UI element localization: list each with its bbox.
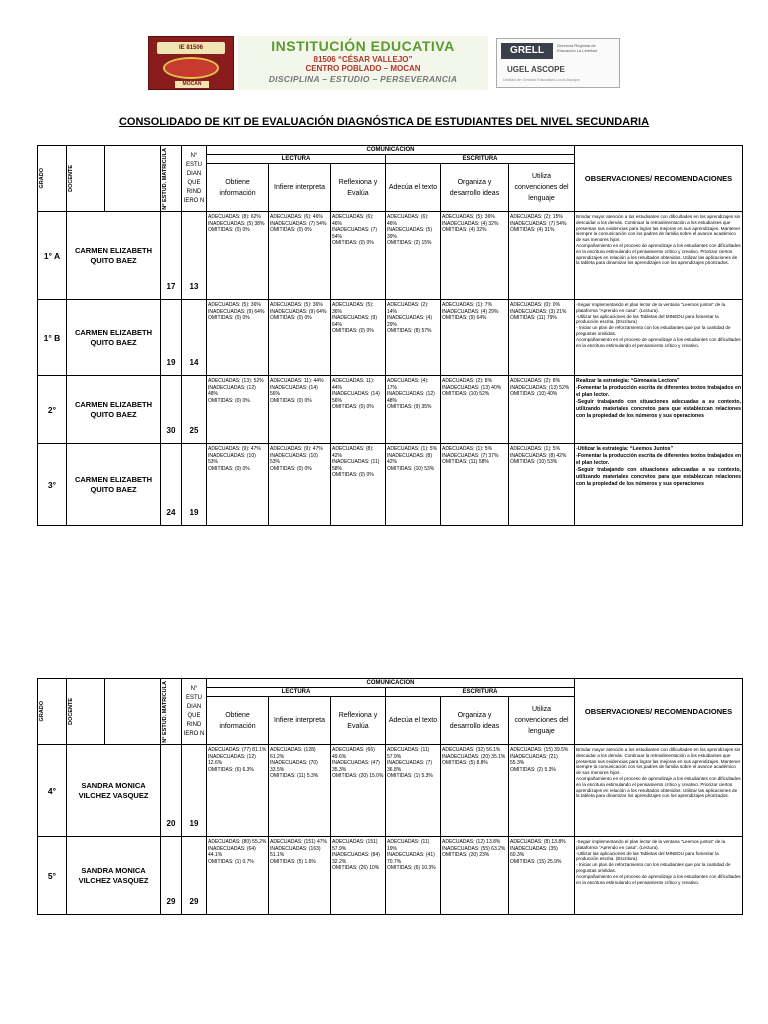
crest-emblem xyxy=(163,57,219,79)
matricula-cell: 29 xyxy=(161,837,182,915)
header-utiliza: Utiliza convenciones del lenguaje xyxy=(509,164,575,212)
header-organiza: Organiza y desarrollo ideas xyxy=(441,697,509,745)
result-cell: ADECUADAS: (2): 15% INADECUADAS: (7) 54% OMITIDAS: (4) 31% xyxy=(509,212,575,300)
header-obtiene: Obtiene información xyxy=(207,164,269,212)
header-escritura: ESCRITURA xyxy=(386,688,575,697)
header-observaciones: OBSERVACIONES/ RECOMENDACIONES xyxy=(575,679,743,745)
observation-cell: -Utilizar la estrategia: “Leemos Juntos” -Fomentar la producción escrita de diferentes textos trabajados en el plan lector. -Seguir trabajando con situaciones adecuadas a su contexto, utilizando materiales concretos para que establezcan relaciones con la propiedad de los números y sus operaciones xyxy=(575,444,743,526)
result-cell: ADECUADAS: 11): 44% INADECUADAS: (14) 56% OMITIDAS: (0) 0% xyxy=(269,376,331,444)
header-comunicacion: COMUNICACIÓN xyxy=(207,679,575,688)
school-header xyxy=(148,36,622,90)
header-observaciones: OBSERVACIONES/ RECOMENDACIONES xyxy=(575,146,743,212)
matricula-cell: 24 xyxy=(161,444,182,526)
observation-cell: Brindar mayor atención a los estudiantes con dificultades en los aprendizajes sin descuidar a los demás. Continuar la retroalimentación a los estudiantes que presentan sus evidencias para lograr las mejoras en sus aprendizajes. Mantener siempre la comunicación con los padres de familia sobre el avance académico de sus menores hijos Acompañamiento en el proceso de aprendizaje a los estudiantes con dificultades en la escritura estimulando el pensamiento crítico y creativo. Priorizar ciertos aprendizajes en relación a los resultados obtenidos. Utilizar las aplicaciones de la tableta para dinamizar los aprendizajes con los aprendizajes priorizados. xyxy=(575,745,743,837)
teacher-cell: CARMEN ELIZABETH QUITO BAEZ xyxy=(67,444,161,526)
result-cell: ADECUADAS: (8): 62% INADECUADAS: (5) 38% OMITIDAS: (0) 0% xyxy=(207,212,269,300)
result-cell: ADECUADAS: (128) 61.2% INADECUADAS: (70) 33.5% OMITIDAS: (11) 5.3% xyxy=(269,745,331,837)
table-row xyxy=(38,745,743,837)
header-escritura: ESCRITURA xyxy=(386,155,575,164)
grade-cell: 2° xyxy=(38,376,67,444)
result-cell: ADECUADAS: (15) 39.5% INADECUADAS: (21) 55.3% OMITIDAS: (2) 5.3% xyxy=(509,745,575,837)
crest-top-text: IE 81506 xyxy=(157,42,225,54)
result-cell: ADECUADAS: (6): 46% INADECUADAS: (7) 54% OMITIDAS: (0) 0% xyxy=(331,212,386,300)
table-row xyxy=(38,212,743,300)
crest-bottom-text: MOCAN xyxy=(175,81,209,88)
institution-code: 81506 “CÉSAR VALLEJO” xyxy=(313,55,413,64)
observation-cell: Realizar la estrategia: “Gimnasia Lectora” -Fomentar la producción escrita de diferentes textos trabajados en el plan lector. -Seguir trabajando con situaciones adecuadas a su contexto, utilizando materiales concretos para que establezcan relaciones con la propiedad de los números y sus operaciones xyxy=(575,376,743,444)
result-cell: ADECUADAS: (1): 5% INADECUADAS: (8) 42% OMITIDAS: (10) 53% xyxy=(509,444,575,526)
rindieron-cell: 19 xyxy=(182,745,207,837)
result-cell: ADECUADAS: (151) 57.9% INADECUADAS: (84) 32.2% OMITIDAS: (26) 10% xyxy=(331,837,386,915)
evaluation-table-2 xyxy=(37,678,743,915)
rindieron-cell: 25 xyxy=(182,376,207,444)
header-reflexiona: Reflexiona y Evalúa xyxy=(331,697,386,745)
result-cell: ADECUADAS: (1): 5% INADECUADAS: (8) 42% OMITIDAS: (10) 53% xyxy=(386,444,441,526)
institution-name: INSTITUCIÓN EDUCATIVA xyxy=(271,38,455,54)
grell-logo: GRELL xyxy=(501,43,553,59)
result-cell: ADECUADAS: (66) 49.6% INADECUADAS: (47) 35.3% OMITIDAS: (20) 15.0% xyxy=(331,745,386,837)
rindieron-cell: 14 xyxy=(182,300,207,376)
result-cell: ADECUADAS: (1): 7% INADECUADAS: (4) 29% OMITIDAS: (9) 64% xyxy=(441,300,509,376)
rindieron-cell: 29 xyxy=(182,837,207,915)
header-grado: GRADO xyxy=(38,146,67,212)
observation-cell: -Seguir implementando el plan lector de la ventana “Leemos juntos” de la plataforma “Aprendo en casa”. (Lectura). -Utilizar las aplicaciones de las Tabletas del MINEDU para fomentar la producción escrita. (Escritura) - Iniciar un plan de reforzamiento con los estudiantes que por la cantidad de preguntas omitidas. Acompañamiento en el proceso de aprendizaje a los estudiantes con dificultades en la escritura estimulando el pensamiento crítico y creativo. xyxy=(575,837,743,915)
rindieron-cell: 13 xyxy=(182,212,207,300)
result-cell: ADECUADAS: (1): 5% INADECUADAS: (7) 37% OMITIDAS: (11) 58% xyxy=(441,444,509,526)
teacher-cell: SANDRA MONICA VILCHEZ VASQUEZ xyxy=(67,745,161,837)
institution-motto: DISCIPLINA – ESTUDIO – PERSEVERANCIA xyxy=(268,74,458,84)
result-cell: ADECUADAS: (5): 36% INADECUADAS: (9) 64% OMITIDAS: (0) 0% xyxy=(269,300,331,376)
result-cell: ADECUADAS: (2): 8% INADECUADAS: (13) 52% OMITIDAS: (10) 40% xyxy=(509,376,575,444)
grell-subtitle: Gerencia Regional de Educación La Libertad xyxy=(557,43,597,53)
header-obtiene: Obtiene información xyxy=(207,697,269,745)
header-spacer xyxy=(105,146,161,212)
header-docente: DOCENTE xyxy=(67,146,105,212)
header-rindieron: N° ESTU DIAN QUE RIND IERO N xyxy=(182,146,207,212)
grell-ugel-logo xyxy=(496,38,620,88)
result-cell: ADECUADAS: (11) 57.9% INADECUADAS: (7) 36.8% OMITIDAS: (1) 5.3% xyxy=(386,745,441,837)
teacher-cell: SANDRA MONICA VILCHEZ VASQUEZ xyxy=(67,837,161,915)
grade-cell: 1° B xyxy=(38,300,67,376)
result-cell: ADECUADAS: (12) 13.8% INADECUADAS: (55) 63.2% OMITIDAS: (20) 23% xyxy=(441,837,509,915)
header-matricula: N° ESTUD. MATRICULA xyxy=(161,679,182,745)
result-cell: ADECUADAS: (2): 14% INADECUADAS: (4) 29% OMITIDAS: (8) 57% xyxy=(386,300,441,376)
document-title: CONSOLIDADO DE KIT DE EVALUACIÓN DIAGNÓSTICA DE ESTUDIANTES DEL NIVEL SECUNDARIA xyxy=(118,116,650,128)
header-rindieron: N° ESTU DIAN QUE RIND IERO N xyxy=(182,679,207,745)
header-infiere: Infiere interpreta xyxy=(269,164,331,212)
result-cell: ADECUADAS: (80) 55.2% INADECUADAS: (64) 44.1% OMITIDAS: (1) 0.7% xyxy=(207,837,269,915)
result-cell: ADECUADAS: (5): 36% INADECUADAS: (4) 32% OMITIDAS: (4) 32% xyxy=(441,212,509,300)
matricula-cell: 19 xyxy=(161,300,182,376)
header-organiza: Organiza y desarrollo ideas xyxy=(441,164,509,212)
evaluation-table-1 xyxy=(37,145,743,526)
grade-cell: 4° xyxy=(38,745,67,837)
result-cell: ADECUADAS: (9): 47% INADECUADAS: (10) 53% OMITIDAS: (0) 0% xyxy=(207,444,269,526)
institution-location: CENTRO POBLADO – MOCAN xyxy=(305,64,421,73)
header-lectura: LECTURA xyxy=(207,688,386,697)
header-infiere: Infiere interpreta xyxy=(269,697,331,745)
table-row xyxy=(38,376,743,444)
result-cell: ADECUADAS: (2): 8% INADECUADAS: (13) 40% OMITIDAS: (10) 52% xyxy=(441,376,509,444)
observation-cell: Brindar mayor atención a los estudiantes con dificultades en los aprendizajes sin descuidar a los demás. Continuar la retroalimentación a los estudiantes que presentan sus evidencias para lograr las mejoras en sus aprendizajes. Mantener siempre la comunicación con los padres de familia sobre el avance académico de sus menores hijos Acompañamiento en el proceso de aprendizaje a los estudiantes con dificultades en la escritura estimulando el pensamiento crítico y creativo. Priorizar ciertos aprendizajes en relación a los resultados obtenidos. Utilizar las aplicaciones de la tableta para dinamizar los aprendizajes con los aprendizajes priorizados. xyxy=(575,212,743,300)
result-cell: ADECUADAS: (6): 46% INADECUADAS: (7) 54% OMITIDAS: (0) 0% xyxy=(269,212,331,300)
teacher-cell: CARMEN ELIZABETH QUITO BAEZ xyxy=(67,376,161,444)
header-utiliza: Utiliza convenciones del lenguaje xyxy=(509,697,575,745)
ugel-subtitle: Unidad de Gestión Educativa Local Ascope xyxy=(503,77,580,82)
institution-title-block xyxy=(238,36,488,90)
result-cell: ADECUADAS: (13): 52% INADECUADAS: (12) 48% OMITIDAS: (0) 0% xyxy=(207,376,269,444)
table-row xyxy=(38,444,743,526)
teacher-cell: CARMEN ELIZABETH QUITO BAEZ xyxy=(67,300,161,376)
table-row xyxy=(38,300,743,376)
result-cell: ADECUADAS: 11): 44% INADECUADAS: (14) 56% OMITIDAS: (0) 0% xyxy=(331,376,386,444)
header-docente: DOCENTE xyxy=(67,679,105,745)
result-cell: ADECUADAS: (4): 17% INADECUADAS: (12) 48% OMITIDAS: (9) 35% xyxy=(386,376,441,444)
table-row xyxy=(38,837,743,915)
grade-cell: 1° A xyxy=(38,212,67,300)
matricula-cell: 20 xyxy=(161,745,182,837)
result-cell: ADECUADAS: (8): 42% INADECUADAS: (11) 58% OMITIDAS: (0) 0% xyxy=(331,444,386,526)
observation-cell: -Seguir implementando el plan lector de la ventana “Leemos juntos” de la plataforma “Aprendo en casa”. (Lectura). -Utilizar las aplicaciones de las Tabletas del MINEDU para fomentar la producción escrita. (Escritura) - Iniciar un plan de reforzamiento con los estudiantes que por la cantidad de preguntas omitidas. Acompañamiento en el proceso de aprendizaje a los estudiantes con dificultades en la escritura estimulando el pensamiento crítico y creativo. xyxy=(575,300,743,376)
header-adecua: Adecúa el texto xyxy=(386,697,441,745)
result-cell: ADECUADAS: (6): 46% INADECUADAS: (5) 39% OMITIDAS: (2) 15% xyxy=(386,212,441,300)
result-cell: ADECUADAS: (5): 36% INADECUADAS: (9) 64% OMITIDAS: (0) 0% xyxy=(207,300,269,376)
matricula-cell: 30 xyxy=(161,376,182,444)
header-adecua: Adecúa el texto xyxy=(386,164,441,212)
header-lectura: LECTURA xyxy=(207,155,386,164)
result-cell: ADECUADAS: (77) 81.1% INADECUADAS: (12) 12.6% OMITIDAS: (6) 6.3% xyxy=(207,745,269,837)
result-cell: ADECUADAS: (0): 0% INADECUADAS: (3) 21% OMITIDAS: (11) 79% xyxy=(509,300,575,376)
result-cell: ADECUADAS: (32) 56.1% INADECUADAS: (20) 35.1% OMITIDAS: (5) 8.8% xyxy=(441,745,509,837)
result-cell: ADECUADAS: (151) 47% INADECUADAS: (163) 51.1% OMITIDAS: (5) 1.6% xyxy=(269,837,331,915)
grade-cell: 5° xyxy=(38,837,67,915)
header-matricula: N° ESTUD. MATRICULA xyxy=(161,146,182,212)
result-cell: ADECUADAS: (8) 13.8% INADECUADAS: (35) 60.3% OMITIDAS: (15) 25.9% xyxy=(509,837,575,915)
header-comunicacion: COMUNICACIÓN xyxy=(207,146,575,155)
result-cell: ADECUADAS: (5): 36% INADECUADAS: (9) 64% OMITIDAS: (0) 0% xyxy=(331,300,386,376)
header-spacer xyxy=(105,679,161,745)
matricula-cell: 17 xyxy=(161,212,182,300)
grade-cell: 3° xyxy=(38,444,67,526)
rindieron-cell: 19 xyxy=(182,444,207,526)
result-cell: ADECUADAS: (9): 47% INADECUADAS: (10) 53% OMITIDAS: (0) 0% xyxy=(269,444,331,526)
teacher-cell: CARMEN ELIZABETH QUITO BAEZ xyxy=(67,212,161,300)
ugel-name: UGEL ASCOPE xyxy=(507,65,565,74)
header-reflexiona: Reflexiona y Evalúa xyxy=(331,164,386,212)
school-crest-logo xyxy=(148,36,234,90)
result-cell: ADECUADAS: (11) 19% INADECUADAS: (41) 70.7% OMITIDAS: (6) 10.3% xyxy=(386,837,441,915)
header-grado: GRADO xyxy=(38,679,67,745)
